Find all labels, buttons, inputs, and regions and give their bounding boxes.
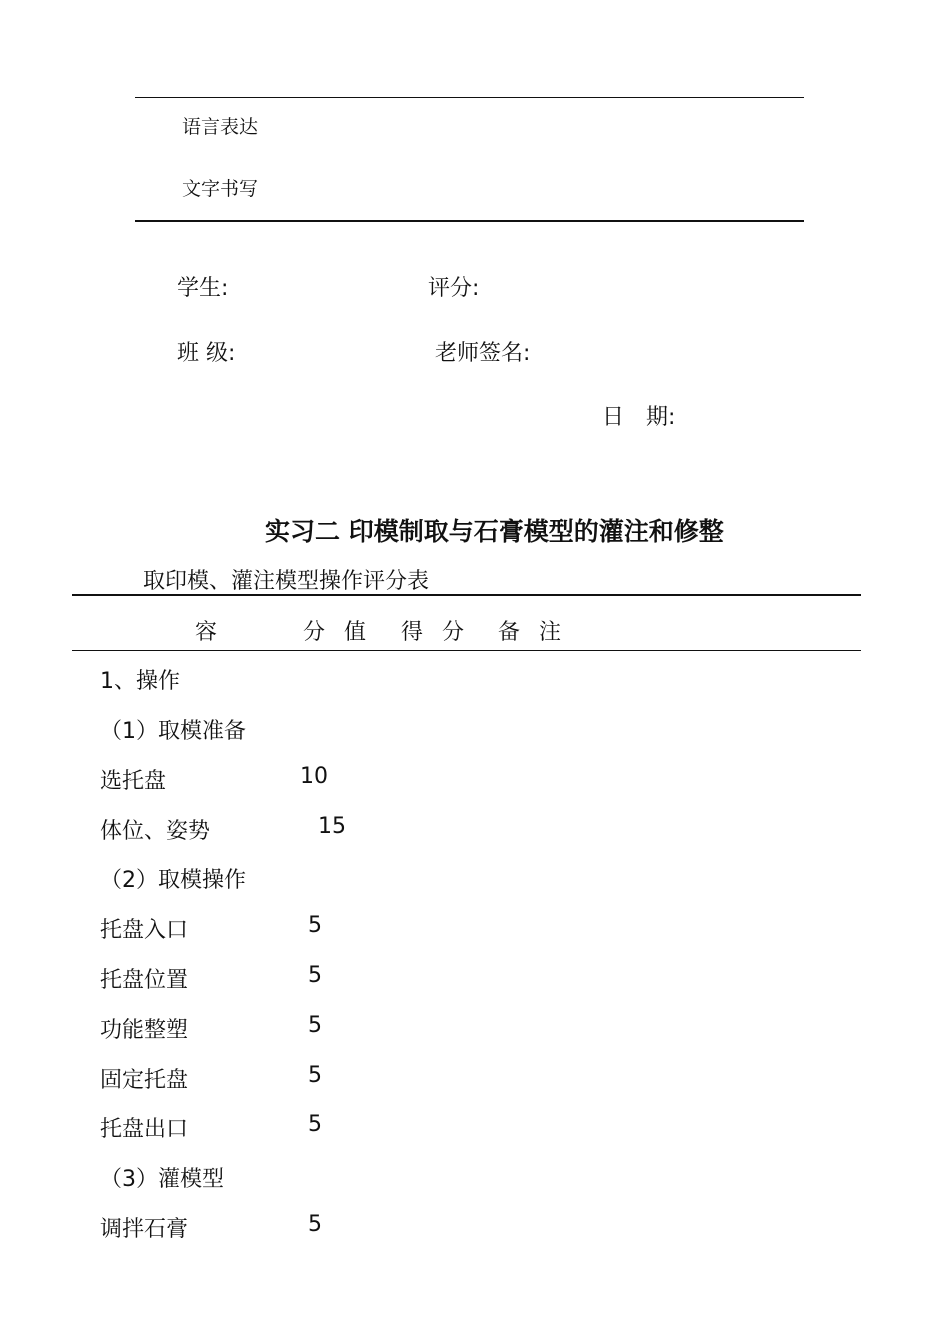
- table-row-item: （1）取模准备: [100, 719, 246, 744]
- top-table-row-writing: 文字书写: [182, 178, 259, 200]
- table-row-value: 5: [308, 963, 322, 988]
- table-row-item: 1、操作: [100, 669, 180, 694]
- table-row-item: （3）灌模型: [100, 1167, 224, 1192]
- table-row-value: 15: [318, 814, 346, 839]
- table-row-value: 5: [308, 1013, 322, 1038]
- teacher-sign-label: 老师签名:: [435, 341, 531, 366]
- table-row-item: 托盘入口: [100, 918, 189, 943]
- top-table-row-language: 语言表达: [182, 116, 259, 138]
- table-row-value: 5: [308, 1212, 322, 1237]
- table-row-item: 托盘出口: [100, 1117, 189, 1142]
- header-content: 容: [195, 620, 224, 645]
- table-row-item: 托盘位置: [100, 968, 189, 993]
- table-row-item: （2）取模操作: [100, 868, 246, 893]
- class-label: 班 级:: [177, 341, 236, 366]
- table-row-item: 调拌石膏: [100, 1217, 189, 1242]
- header-value: 分 值: [303, 620, 372, 645]
- table-row-value: 5: [308, 1112, 322, 1137]
- table-row-item: 固定托盘: [100, 1068, 189, 1093]
- score-label: 评分:: [428, 276, 480, 301]
- table-row-item: 功能整塑: [100, 1018, 189, 1043]
- table-caption: 取印模、灌注模型操作评分表: [143, 569, 430, 594]
- top-table-top-rule: [135, 97, 804, 98]
- section-title: 实习二 印模制取与石膏模型的灌注和修整: [265, 517, 724, 546]
- table-row-value: 5: [308, 1063, 322, 1088]
- table-row-item: 体位、姿势: [100, 819, 211, 844]
- date-label: 日 期:: [602, 405, 676, 430]
- score-table-header-rule: [72, 650, 861, 651]
- score-table-top-rule: [72, 594, 861, 596]
- table-row-value: 5: [308, 913, 322, 938]
- table-row-item: 选托盘: [100, 769, 167, 794]
- table-row-value: 10: [300, 764, 328, 789]
- top-table-bottom-rule: [135, 220, 804, 222]
- student-label: 学生:: [177, 276, 229, 301]
- header-remark: 备 注: [498, 620, 567, 645]
- header-score: 得 分: [401, 620, 470, 645]
